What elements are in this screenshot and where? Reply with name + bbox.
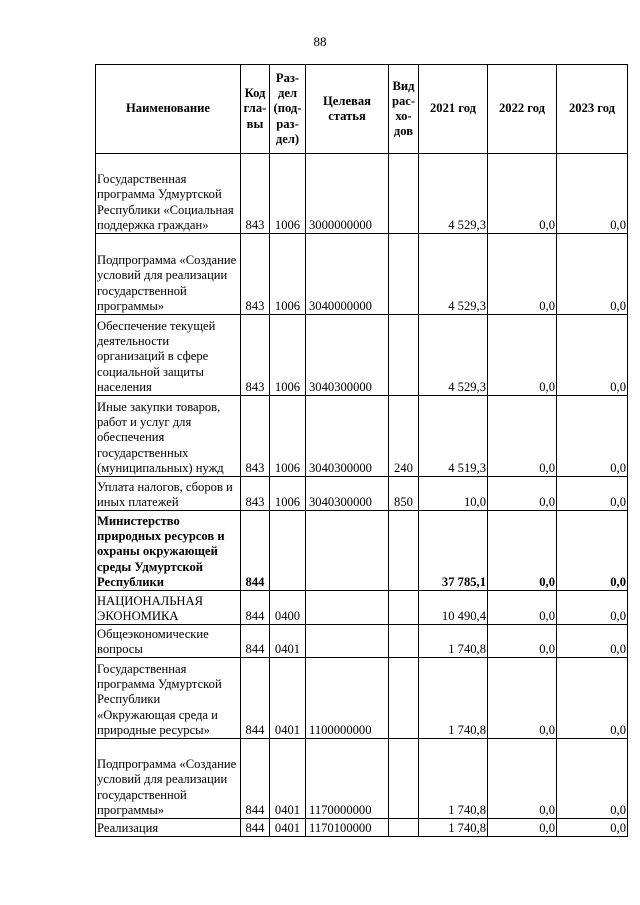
cell-kod: 844 — [241, 739, 270, 819]
cell-2023: 0,0 — [557, 739, 628, 819]
cell-2022: 0,0 — [488, 315, 557, 396]
cell-kod: 844 — [241, 819, 270, 837]
cell-cs: 3000000000 — [306, 154, 389, 234]
table-row — [96, 154, 628, 234]
cell-kod: 844 — [241, 591, 270, 625]
cell-vid — [389, 154, 419, 234]
cell-kod: 843 — [241, 154, 270, 234]
cell-kod: 843 — [241, 234, 270, 315]
table-row — [96, 477, 628, 511]
cell-razdel: 1006 — [270, 477, 306, 511]
header-2022: 2022 год — [488, 65, 557, 154]
table-row — [96, 591, 628, 625]
cell-2021: 4 529,3 — [419, 234, 488, 315]
cell-cs — [306, 625, 389, 658]
cell-cs: 1170000000 — [306, 739, 389, 819]
cell-2022: 0,0 — [488, 739, 557, 819]
table-row — [96, 396, 628, 477]
cell-vid — [389, 511, 419, 591]
cell-2021: 10 490,4 — [419, 591, 488, 625]
cell-kod: 843 — [241, 477, 270, 511]
table-row — [96, 658, 628, 739]
cell-vid — [389, 739, 419, 819]
table-row — [96, 739, 628, 819]
cell-2023: 0,0 — [557, 658, 628, 739]
cell-cs: 3040300000 — [306, 396, 389, 477]
cell-2021: 4 529,3 — [419, 315, 488, 396]
budget-table — [95, 64, 628, 837]
cell-cs — [306, 591, 389, 625]
cell-vid — [389, 625, 419, 658]
cell-name: НАЦИОНАЛЬНАЯ ЭКОНОМИКА — [96, 591, 241, 625]
cell-razdel: 1006 — [270, 154, 306, 234]
cell-2021: 10,0 — [419, 477, 488, 511]
cell-name: Подпрограмма «Создание условий для реализации государственной программы» — [96, 739, 241, 819]
cell-2023: 0,0 — [557, 315, 628, 396]
cell-2021: 4 519,3 — [419, 396, 488, 477]
cell-razdel: 0401 — [270, 658, 306, 739]
table-row — [96, 625, 628, 658]
cell-name: Обеспечение текущей деятельности организаций в сфере социальной защиты населения — [96, 315, 241, 396]
cell-cs: 1100000000 — [306, 658, 389, 739]
cell-2023: 0,0 — [557, 511, 628, 591]
cell-razdel — [270, 511, 306, 591]
cell-name: Уплата налогов, сборов и иных платежей — [96, 477, 241, 511]
cell-razdel: 1006 — [270, 234, 306, 315]
header-2023: 2023 год — [557, 65, 628, 154]
cell-2021: 37 785,1 — [419, 511, 488, 591]
cell-name: Иные закупки товаров, работ и услуг для обеспечения государственных (муниципальных) нужд — [96, 396, 241, 477]
cell-2021: 1 740,8 — [419, 739, 488, 819]
header-vid: Вид рас- хо- дов — [389, 65, 419, 154]
cell-kod: 844 — [241, 658, 270, 739]
cell-2021: 1 740,8 — [419, 625, 488, 658]
cell-2021: 1 740,8 — [419, 819, 488, 837]
cell-kod: 843 — [241, 396, 270, 477]
cell-2021: 4 529,3 — [419, 154, 488, 234]
cell-2023: 0,0 — [557, 477, 628, 511]
cell-vid — [389, 591, 419, 625]
table-row — [96, 315, 628, 396]
cell-2022: 0,0 — [488, 396, 557, 477]
header-2021: 2021 год — [419, 65, 488, 154]
cell-razdel: 0400 — [270, 591, 306, 625]
cell-name: Общеэкономические вопросы — [96, 625, 241, 658]
cell-name: Государственная программа Удмуртской Республики «Социальная поддержка граждан» — [96, 154, 241, 234]
cell-name: Государственная программа Удмуртской Республики «Окружающая среда и природные ресурсы» — [96, 658, 241, 739]
cell-razdel: 1006 — [270, 396, 306, 477]
cell-kod: 843 — [241, 315, 270, 396]
header-name: Наименование — [96, 65, 241, 154]
cell-cs: 3040300000 — [306, 477, 389, 511]
header-celevaya: Целевая статья — [306, 65, 389, 154]
cell-razdel: 0401 — [270, 625, 306, 658]
header-kod: Код гла- вы — [241, 65, 270, 154]
cell-2023: 0,0 — [557, 625, 628, 658]
cell-2023: 0,0 — [557, 591, 628, 625]
cell-vid: 240 — [389, 396, 419, 477]
cell-vid — [389, 819, 419, 837]
cell-vid — [389, 658, 419, 739]
table-row — [96, 234, 628, 315]
cell-2022: 0,0 — [488, 234, 557, 315]
cell-2022: 0,0 — [488, 154, 557, 234]
cell-2023: 0,0 — [557, 154, 628, 234]
cell-name: Министерство природных ресурсов и охраны окружающей среды Удмуртской Республики — [96, 511, 241, 591]
cell-vid — [389, 234, 419, 315]
cell-cs: 3040300000 — [306, 315, 389, 396]
table-row — [96, 511, 628, 591]
cell-2022: 0,0 — [488, 511, 557, 591]
page-number: 88 — [313, 34, 327, 49]
cell-2023: 0,0 — [557, 396, 628, 477]
cell-2022: 0,0 — [488, 477, 557, 511]
cell-razdel: 1006 — [270, 315, 306, 396]
cell-2023: 0,0 — [557, 234, 628, 315]
cell-name: Реализация — [96, 819, 241, 837]
table-header-row — [96, 65, 628, 154]
cell-2021: 1 740,8 — [419, 658, 488, 739]
cell-razdel: 0401 — [270, 819, 306, 837]
cell-vid: 850 — [389, 477, 419, 511]
cell-cs: 3040000000 — [306, 234, 389, 315]
cell-cs — [306, 511, 389, 591]
cell-kod: 844 — [241, 511, 270, 591]
cell-razdel: 0401 — [270, 739, 306, 819]
cell-vid — [389, 315, 419, 396]
cell-2023: 0,0 — [557, 819, 628, 837]
cell-2022: 0,0 — [488, 625, 557, 658]
cell-cs: 1170100000 — [306, 819, 389, 837]
cell-2022: 0,0 — [488, 591, 557, 625]
cell-2022: 0,0 — [488, 658, 557, 739]
cell-2022: 0,0 — [488, 819, 557, 837]
cell-kod: 844 — [241, 625, 270, 658]
cell-name: Подпрограмма «Создание условий для реализации государственной программы» — [96, 234, 241, 315]
table-row — [96, 819, 628, 837]
header-razdel: Раз- дел (под- раз- дел) — [270, 65, 306, 154]
